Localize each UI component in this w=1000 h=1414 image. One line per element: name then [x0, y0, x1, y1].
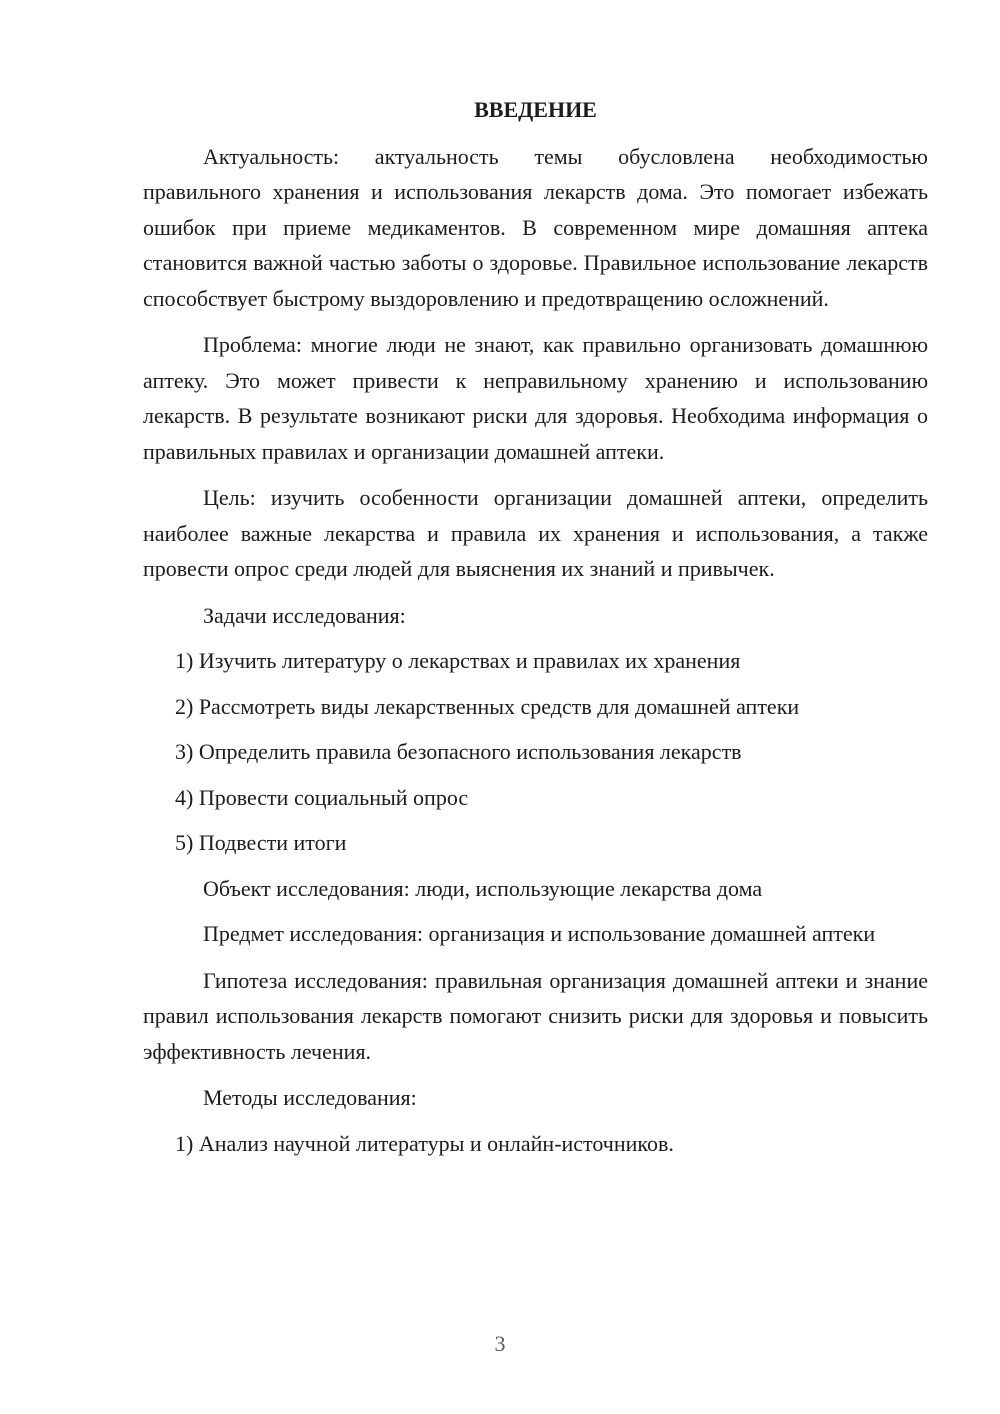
- task-item-1: 1) Изучить литературу о лекарствах и правилах их хранения: [175, 648, 741, 673]
- methods-list: [143, 1126, 928, 1162]
- hypothesis-paragraph: Гипотеза исследования: правильная организация домашней аптеки и знание правил использования лекарств помогают снизить риски для здоровья и повысить эффективность лечения.: [143, 967, 928, 1064]
- page-number: 3: [494, 1331, 506, 1356]
- task-item-5: 5) Подвести итоги: [175, 830, 347, 855]
- document-page: [143, 92, 928, 1171]
- goal-paragraph: Цель: изучить особенности организации домашней аптеки, определить наиболее важные лекарства и правила их хранения и использования, а также провести опрос среди людей для выяснения их знаний и привычек.: [143, 485, 928, 581]
- task-item-4: 4) Провести социальный опрос: [175, 784, 469, 810]
- problem-paragraph: Проблема: многие люди не знают, как правильно организовать домашнюю аптеку. Это может привести к неправильному хранению и использованию лекарств. В результате возникают риски для здоровья. Необходима информация о правильных правилах и организации домашней аптеки.: [143, 332, 928, 464]
- section-title: ВВЕДЕНИЕ: [474, 97, 597, 122]
- methods-heading: Методы исследования:: [203, 1085, 417, 1110]
- task-item-3: 3) Определить правила безопасного использования лекарств: [175, 739, 742, 764]
- tasks-heading: Задачи исследования:: [203, 602, 406, 628]
- subject-paragraph: Предмет исследования: организация и использование домашней аптеки: [203, 921, 876, 946]
- task-item-2: 2) Рассмотреть виды лекарственных средств для домашней аптеки: [175, 693, 800, 719]
- method-item-1: 1) Анализ научной литературы и онлайн-источников.: [175, 1130, 674, 1156]
- object-paragraph: Объект исследования: люди, использующие лекарства дома: [203, 875, 763, 901]
- relevance-paragraph: Актуальность: актуальность темы обусловлена необходимостью правильного хранения и использования лекарств дома. Это помогает избежать ошибок при приеме медикаментов. В современном мире домашняя аптека становится важной частью заботы о здоровье. Правильное использование лекарств способствует быстрому выздоровлению и предотвращению осложнений.: [143, 143, 928, 311]
- tasks-list: [143, 643, 928, 861]
